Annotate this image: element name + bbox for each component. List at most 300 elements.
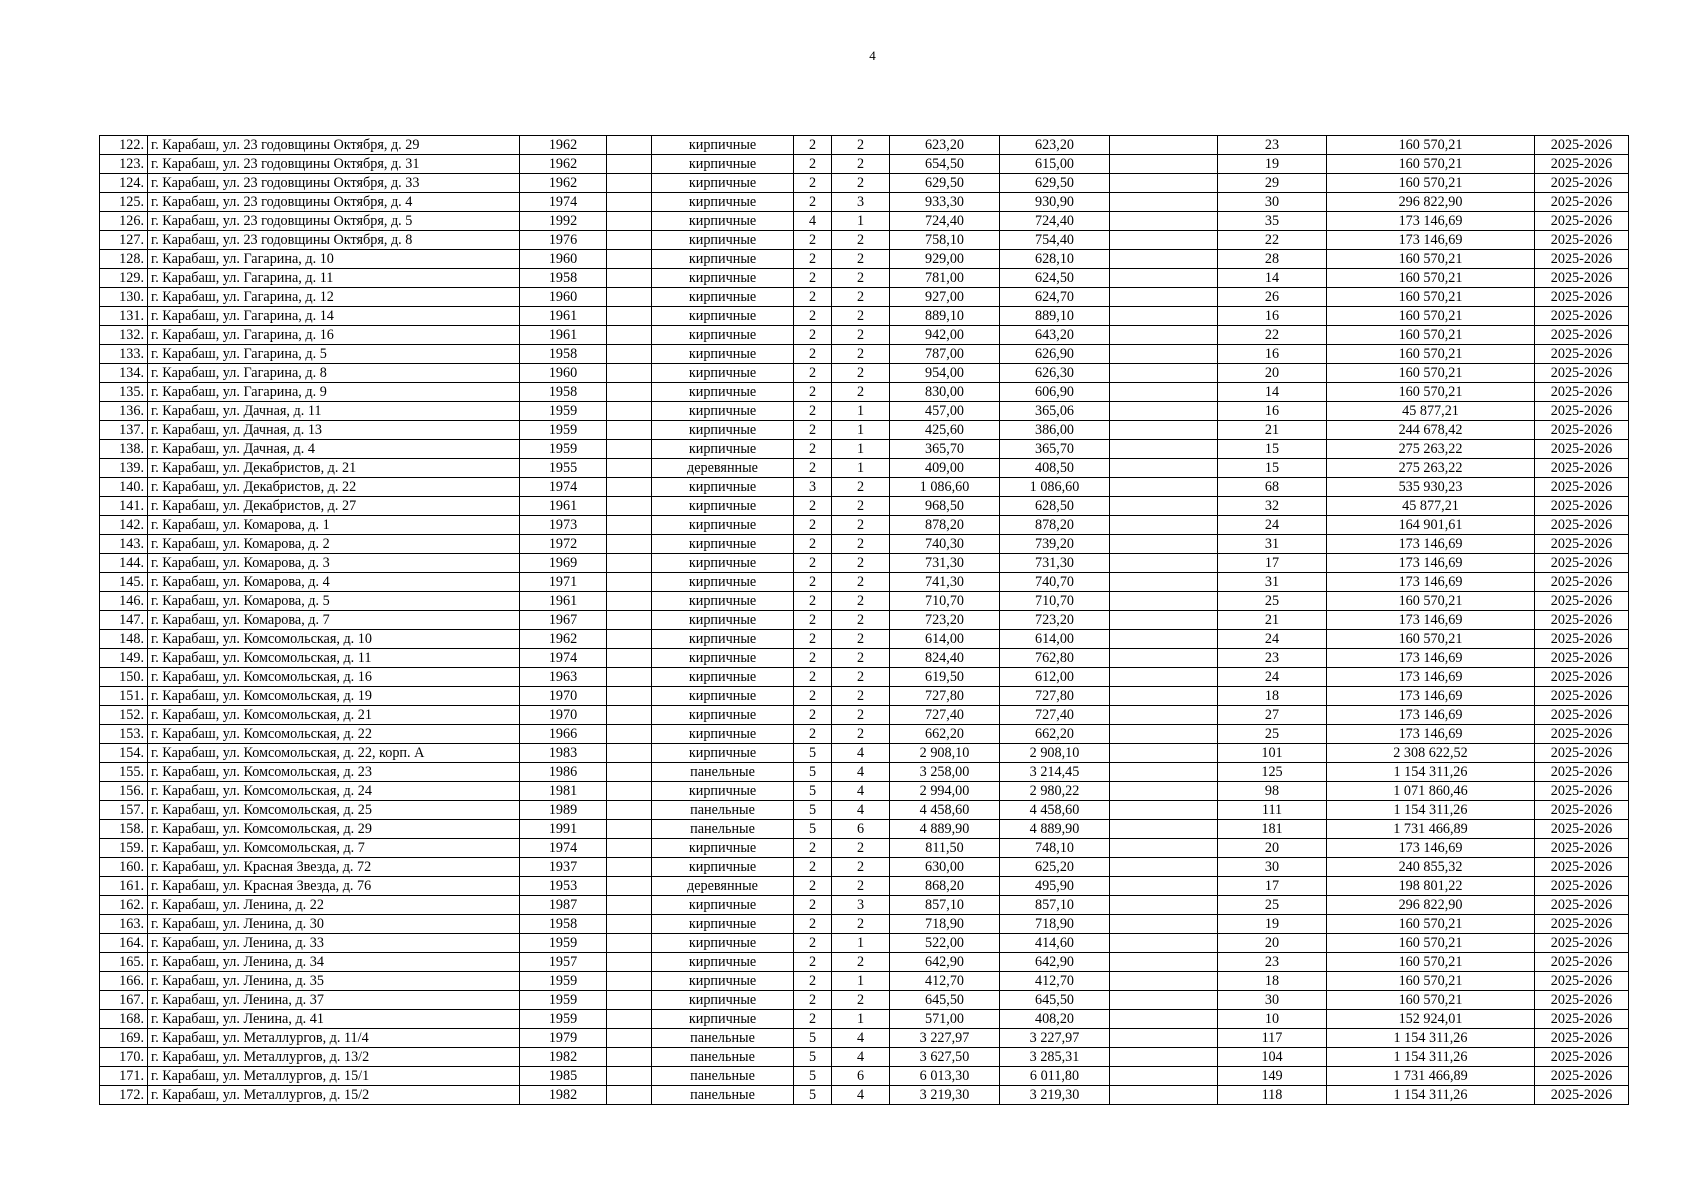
cell-cost: 173 146,69 — [1327, 535, 1535, 554]
cell-living-area: 727,40 — [1000, 706, 1110, 725]
cell-living-area: 624,50 — [1000, 269, 1110, 288]
cell-row-number: 162. — [100, 896, 148, 915]
cell-cost: 160 570,21 — [1327, 155, 1535, 174]
cell-entrances: 2 — [832, 611, 890, 630]
cell-living-area: 2 908,10 — [1000, 744, 1110, 763]
cell-empty-column-2 — [1110, 877, 1218, 896]
cell-repair-period: 2025-2026 — [1535, 174, 1629, 193]
cell-row-number: 146. — [100, 592, 148, 611]
cell-row-number: 155. — [100, 763, 148, 782]
cell-address: г. Карабаш, ул. 23 годовщины Октября, д. 4 — [148, 193, 520, 212]
table-row — [100, 896, 1629, 915]
cell-address: г. Карабаш, ул. Гагарина, д. 5 — [148, 345, 520, 364]
cell-cost: 160 570,21 — [1327, 307, 1535, 326]
cell-repair-period: 2025-2026 — [1535, 725, 1629, 744]
cell-entrances: 2 — [832, 288, 890, 307]
cell-cost: 2 308 622,52 — [1327, 744, 1535, 763]
cell-wall-material: кирпичные — [652, 1010, 794, 1029]
cell-entrances: 2 — [832, 687, 890, 706]
cell-build-year: 1961 — [520, 307, 607, 326]
cell-wall-material: кирпичные — [652, 934, 794, 953]
cell-entrances: 2 — [832, 877, 890, 896]
cell-total-area: 954,00 — [890, 364, 1000, 383]
cell-address: г. Карабаш, ул. Комсомольская, д. 19 — [148, 687, 520, 706]
cell-entrances: 1 — [832, 934, 890, 953]
cell-residents: 32 — [1218, 497, 1327, 516]
table-row — [100, 1048, 1629, 1067]
cell-empty-column-2 — [1110, 136, 1218, 155]
table-row — [100, 934, 1629, 953]
cell-build-year: 1985 — [520, 1067, 607, 1086]
cell-repair-period: 2025-2026 — [1535, 440, 1629, 459]
cell-empty-column — [607, 991, 652, 1010]
cell-floors: 2 — [794, 136, 832, 155]
cell-repair-period: 2025-2026 — [1535, 326, 1629, 345]
cell-floors: 2 — [794, 421, 832, 440]
cell-cost: 160 570,21 — [1327, 630, 1535, 649]
cell-empty-column-2 — [1110, 934, 1218, 953]
cell-repair-period: 2025-2026 — [1535, 687, 1629, 706]
cell-living-area: 723,20 — [1000, 611, 1110, 630]
cell-row-number: 127. — [100, 231, 148, 250]
cell-empty-column — [607, 611, 652, 630]
cell-floors: 2 — [794, 725, 832, 744]
cell-entrances: 2 — [832, 839, 890, 858]
cell-build-year: 1966 — [520, 725, 607, 744]
cell-total-area: 623,20 — [890, 136, 1000, 155]
cell-address: г. Карабаш, ул. Комсомольская, д. 22 — [148, 725, 520, 744]
cell-floors: 5 — [794, 1029, 832, 1048]
cell-build-year: 1959 — [520, 421, 607, 440]
table-row — [100, 193, 1629, 212]
cell-empty-column-2 — [1110, 1010, 1218, 1029]
table-row — [100, 649, 1629, 668]
cell-living-area: 414,60 — [1000, 934, 1110, 953]
cell-cost: 275 263,22 — [1327, 459, 1535, 478]
cell-entrances: 2 — [832, 383, 890, 402]
cell-living-area: 365,06 — [1000, 402, 1110, 421]
cell-total-area: 878,20 — [890, 516, 1000, 535]
cell-build-year: 1992 — [520, 212, 607, 231]
cell-residents: 101 — [1218, 744, 1327, 763]
cell-cost: 296 822,90 — [1327, 193, 1535, 212]
cell-build-year: 1958 — [520, 915, 607, 934]
cell-total-area: 2 908,10 — [890, 744, 1000, 763]
cell-empty-column-2 — [1110, 592, 1218, 611]
cell-empty-column — [607, 250, 652, 269]
cell-wall-material: кирпичные — [652, 269, 794, 288]
cell-floors: 2 — [794, 174, 832, 193]
cell-empty-column — [607, 440, 652, 459]
cell-repair-period: 2025-2026 — [1535, 934, 1629, 953]
cell-total-area: 365,70 — [890, 440, 1000, 459]
cell-total-area: 723,20 — [890, 611, 1000, 630]
table-row — [100, 516, 1629, 535]
cell-entrances: 4 — [832, 801, 890, 820]
cell-floors: 2 — [794, 440, 832, 459]
cell-residents: 98 — [1218, 782, 1327, 801]
cell-repair-period: 2025-2026 — [1535, 554, 1629, 573]
cell-total-area: 889,10 — [890, 307, 1000, 326]
table-row — [100, 839, 1629, 858]
cell-floors: 2 — [794, 307, 832, 326]
cell-total-area: 781,00 — [890, 269, 1000, 288]
cell-address: г. Карабаш, ул. Металлургов, д. 11/4 — [148, 1029, 520, 1048]
cell-empty-column — [607, 592, 652, 611]
cell-floors: 2 — [794, 1010, 832, 1029]
cell-repair-period: 2025-2026 — [1535, 193, 1629, 212]
cell-row-number: 152. — [100, 706, 148, 725]
cell-row-number: 143. — [100, 535, 148, 554]
cell-build-year: 1959 — [520, 991, 607, 1010]
cell-total-area: 3 219,30 — [890, 1086, 1000, 1105]
cell-empty-column — [607, 820, 652, 839]
cell-wall-material: кирпичные — [652, 364, 794, 383]
cell-living-area: 724,40 — [1000, 212, 1110, 231]
cell-build-year: 1959 — [520, 934, 607, 953]
table-row — [100, 858, 1629, 877]
cell-empty-column-2 — [1110, 174, 1218, 193]
cell-entrances: 2 — [832, 991, 890, 1010]
cell-entrances: 4 — [832, 1048, 890, 1067]
table-row — [100, 687, 1629, 706]
cell-build-year: 1959 — [520, 402, 607, 421]
cell-wall-material: кирпичные — [652, 915, 794, 934]
cell-residents: 30 — [1218, 193, 1327, 212]
cell-empty-column — [607, 326, 652, 345]
cell-floors: 2 — [794, 231, 832, 250]
cell-empty-column-2 — [1110, 1086, 1218, 1105]
cell-total-area: 412,70 — [890, 972, 1000, 991]
cell-build-year: 1976 — [520, 231, 607, 250]
cell-floors: 2 — [794, 364, 832, 383]
cell-cost: 198 801,22 — [1327, 877, 1535, 896]
cell-empty-column — [607, 782, 652, 801]
cell-total-area: 457,00 — [890, 402, 1000, 421]
cell-entrances: 2 — [832, 231, 890, 250]
cell-empty-column-2 — [1110, 1067, 1218, 1086]
cell-address: г. Карабаш, ул. Красная Звезда, д. 76 — [148, 877, 520, 896]
cell-row-number: 170. — [100, 1048, 148, 1067]
cell-empty-column — [607, 573, 652, 592]
cell-empty-column — [607, 630, 652, 649]
cell-residents: 20 — [1218, 364, 1327, 383]
cell-floors: 4 — [794, 212, 832, 231]
cell-repair-period: 2025-2026 — [1535, 535, 1629, 554]
cell-address: г. Карабаш, ул. Комарова, д. 7 — [148, 611, 520, 630]
cell-living-area: 3 227,97 — [1000, 1029, 1110, 1048]
cell-cost: 173 146,69 — [1327, 668, 1535, 687]
cell-address: г. Карабаш, ул. Ленина, д. 41 — [148, 1010, 520, 1029]
cell-residents: 17 — [1218, 554, 1327, 573]
cell-repair-period: 2025-2026 — [1535, 459, 1629, 478]
cell-residents: 28 — [1218, 250, 1327, 269]
cell-build-year: 1959 — [520, 440, 607, 459]
cell-living-area: 3 219,30 — [1000, 1086, 1110, 1105]
cell-row-number: 125. — [100, 193, 148, 212]
cell-entrances: 1 — [832, 212, 890, 231]
cell-wall-material: кирпичные — [652, 782, 794, 801]
cell-entrances: 1 — [832, 421, 890, 440]
cell-living-area: 495,90 — [1000, 877, 1110, 896]
cell-address: г. Карабаш, ул. Комсомольская, д. 11 — [148, 649, 520, 668]
cell-empty-column-2 — [1110, 269, 1218, 288]
cell-entrances: 2 — [832, 554, 890, 573]
cell-total-area: 3 227,97 — [890, 1029, 1000, 1048]
cell-living-area: 628,50 — [1000, 497, 1110, 516]
table-row — [100, 744, 1629, 763]
cell-empty-column-2 — [1110, 288, 1218, 307]
cell-floors: 2 — [794, 155, 832, 174]
cell-total-area: 724,40 — [890, 212, 1000, 231]
cell-address: г. Карабаш, ул. Комсомольская, д. 22, корп. А — [148, 744, 520, 763]
cell-residents: 16 — [1218, 307, 1327, 326]
cell-empty-column — [607, 1010, 652, 1029]
cell-row-number: 163. — [100, 915, 148, 934]
cell-row-number: 168. — [100, 1010, 148, 1029]
cell-build-year: 1970 — [520, 706, 607, 725]
cell-total-area: 522,00 — [890, 934, 1000, 953]
housing-registry-table — [99, 135, 1629, 1105]
cell-wall-material: кирпичные — [652, 896, 794, 915]
cell-empty-column — [607, 649, 652, 668]
table-row — [100, 155, 1629, 174]
cell-empty-column — [607, 231, 652, 250]
cell-row-number: 161. — [100, 877, 148, 896]
cell-total-area: 727,40 — [890, 706, 1000, 725]
cell-repair-period: 2025-2026 — [1535, 649, 1629, 668]
cell-total-area: 4 458,60 — [890, 801, 1000, 820]
cell-build-year: 1973 — [520, 516, 607, 535]
table-body — [100, 136, 1629, 1105]
cell-total-area: 654,50 — [890, 155, 1000, 174]
cell-empty-column — [607, 763, 652, 782]
cell-address: г. Карабаш, ул. 23 годовщины Октября, д. 31 — [148, 155, 520, 174]
cell-build-year: 1989 — [520, 801, 607, 820]
cell-living-area: 754,40 — [1000, 231, 1110, 250]
cell-build-year: 1987 — [520, 896, 607, 915]
cell-row-number: 132. — [100, 326, 148, 345]
cell-row-number: 137. — [100, 421, 148, 440]
cell-address: г. Карабаш, ул. Металлургов, д. 15/1 — [148, 1067, 520, 1086]
cell-empty-column-2 — [1110, 687, 1218, 706]
cell-row-number: 159. — [100, 839, 148, 858]
cell-residents: 24 — [1218, 630, 1327, 649]
cell-residents: 19 — [1218, 915, 1327, 934]
cell-total-area: 830,00 — [890, 383, 1000, 402]
cell-build-year: 1963 — [520, 668, 607, 687]
cell-row-number: 135. — [100, 383, 148, 402]
cell-repair-period: 2025-2026 — [1535, 991, 1629, 1010]
cell-row-number: 123. — [100, 155, 148, 174]
cell-cost: 160 570,21 — [1327, 136, 1535, 155]
cell-entrances: 4 — [832, 782, 890, 801]
cell-living-area: 3 214,45 — [1000, 763, 1110, 782]
cell-build-year: 1982 — [520, 1048, 607, 1067]
cell-cost: 173 146,69 — [1327, 212, 1535, 231]
cell-address: г. Карабаш, ул. Комарова, д. 3 — [148, 554, 520, 573]
cell-repair-period: 2025-2026 — [1535, 497, 1629, 516]
cell-build-year: 1959 — [520, 1010, 607, 1029]
cell-residents: 25 — [1218, 592, 1327, 611]
table-row — [100, 364, 1629, 383]
cell-row-number: 160. — [100, 858, 148, 877]
table-row — [100, 497, 1629, 516]
cell-empty-column — [607, 1029, 652, 1048]
cell-total-area: 629,50 — [890, 174, 1000, 193]
table-row — [100, 972, 1629, 991]
cell-row-number: 147. — [100, 611, 148, 630]
cell-wall-material: кирпичные — [652, 592, 794, 611]
cell-wall-material: кирпичные — [652, 231, 794, 250]
cell-row-number: 133. — [100, 345, 148, 364]
cell-residents: 31 — [1218, 535, 1327, 554]
cell-floors: 2 — [794, 269, 832, 288]
cell-cost: 1 154 311,26 — [1327, 1086, 1535, 1105]
cell-empty-column-2 — [1110, 630, 1218, 649]
table-row — [100, 1086, 1629, 1105]
cell-address: г. Карабаш, ул. Ленина, д. 37 — [148, 991, 520, 1010]
cell-entrances: 2 — [832, 307, 890, 326]
cell-empty-column-2 — [1110, 402, 1218, 421]
cell-wall-material: кирпичные — [652, 744, 794, 763]
cell-build-year: 1981 — [520, 782, 607, 801]
cell-address: г. Карабаш, ул. Декабристов, д. 27 — [148, 497, 520, 516]
cell-entrances: 4 — [832, 763, 890, 782]
cell-address: г. Карабаш, ул. Комсомольская, д. 23 — [148, 763, 520, 782]
cell-build-year: 1962 — [520, 155, 607, 174]
table-row — [100, 877, 1629, 896]
cell-empty-column-2 — [1110, 820, 1218, 839]
cell-entrances: 2 — [832, 345, 890, 364]
cell-floors: 2 — [794, 877, 832, 896]
table-row — [100, 630, 1629, 649]
cell-empty-column — [607, 706, 652, 725]
cell-repair-period: 2025-2026 — [1535, 592, 1629, 611]
cell-row-number: 169. — [100, 1029, 148, 1048]
cell-floors: 2 — [794, 991, 832, 1010]
cell-cost: 240 855,32 — [1327, 858, 1535, 877]
cell-total-area: 571,00 — [890, 1010, 1000, 1029]
cell-total-area: 787,00 — [890, 345, 1000, 364]
cell-empty-column — [607, 896, 652, 915]
cell-row-number: 166. — [100, 972, 148, 991]
cell-repair-period: 2025-2026 — [1535, 250, 1629, 269]
cell-repair-period: 2025-2026 — [1535, 896, 1629, 915]
cell-repair-period: 2025-2026 — [1535, 782, 1629, 801]
cell-floors: 5 — [794, 1086, 832, 1105]
cell-address: г. Карабаш, ул. Комсомольская, д. 16 — [148, 668, 520, 687]
cell-repair-period: 2025-2026 — [1535, 288, 1629, 307]
cell-living-area: 4 458,60 — [1000, 801, 1110, 820]
cell-residents: 15 — [1218, 459, 1327, 478]
cell-total-area: 4 889,90 — [890, 820, 1000, 839]
table-row — [100, 611, 1629, 630]
cell-cost: 160 570,21 — [1327, 250, 1535, 269]
cell-wall-material: кирпичные — [652, 307, 794, 326]
cell-empty-column-2 — [1110, 516, 1218, 535]
cell-residents: 23 — [1218, 649, 1327, 668]
cell-wall-material: кирпичные — [652, 516, 794, 535]
cell-total-area: 1 086,60 — [890, 478, 1000, 497]
cell-floors: 2 — [794, 193, 832, 212]
cell-cost: 160 570,21 — [1327, 326, 1535, 345]
cell-wall-material: кирпичные — [652, 212, 794, 231]
cell-repair-period: 2025-2026 — [1535, 212, 1629, 231]
cell-build-year: 1937 — [520, 858, 607, 877]
table-row — [100, 136, 1629, 155]
cell-total-area: 3 627,50 — [890, 1048, 1000, 1067]
cell-empty-column-2 — [1110, 554, 1218, 573]
cell-cost: 173 146,69 — [1327, 231, 1535, 250]
cell-repair-period: 2025-2026 — [1535, 744, 1629, 763]
cell-address: г. Карабаш, ул. Дачная, д. 13 — [148, 421, 520, 440]
cell-empty-column — [607, 877, 652, 896]
cell-residents: 23 — [1218, 953, 1327, 972]
table-row — [100, 573, 1629, 592]
table-row — [100, 326, 1629, 345]
cell-entrances: 1 — [832, 1010, 890, 1029]
cell-empty-column-2 — [1110, 725, 1218, 744]
cell-repair-period: 2025-2026 — [1535, 364, 1629, 383]
cell-wall-material: кирпичные — [652, 478, 794, 497]
cell-living-area: 662,20 — [1000, 725, 1110, 744]
cell-living-area: 615,00 — [1000, 155, 1110, 174]
cell-cost: 173 146,69 — [1327, 611, 1535, 630]
cell-address: г. Карабаш, ул. Ленина, д. 30 — [148, 915, 520, 934]
cell-cost: 1 154 311,26 — [1327, 1029, 1535, 1048]
cell-floors: 5 — [794, 801, 832, 820]
cell-empty-column-2 — [1110, 459, 1218, 478]
cell-build-year: 1970 — [520, 687, 607, 706]
cell-residents: 26 — [1218, 288, 1327, 307]
cell-wall-material: кирпичные — [652, 839, 794, 858]
cell-floors: 2 — [794, 326, 832, 345]
cell-empty-column — [607, 516, 652, 535]
cell-entrances: 2 — [832, 953, 890, 972]
cell-repair-period: 2025-2026 — [1535, 231, 1629, 250]
cell-build-year: 1955 — [520, 459, 607, 478]
cell-residents: 18 — [1218, 687, 1327, 706]
cell-empty-column — [607, 1067, 652, 1086]
cell-living-area: 731,30 — [1000, 554, 1110, 573]
cell-cost: 160 570,21 — [1327, 934, 1535, 953]
cell-entrances: 4 — [832, 744, 890, 763]
cell-floors: 2 — [794, 345, 832, 364]
cell-living-area: 642,90 — [1000, 953, 1110, 972]
cell-cost: 160 570,21 — [1327, 953, 1535, 972]
cell-row-number: 154. — [100, 744, 148, 763]
cell-cost: 160 570,21 — [1327, 383, 1535, 402]
cell-row-number: 130. — [100, 288, 148, 307]
cell-address: г. Карабаш, ул. 23 годовщины Октября, д. 29 — [148, 136, 520, 155]
cell-empty-column-2 — [1110, 1048, 1218, 1067]
cell-empty-column-2 — [1110, 839, 1218, 858]
cell-wall-material: панельные — [652, 1029, 794, 1048]
cell-repair-period: 2025-2026 — [1535, 706, 1629, 725]
cell-repair-period: 2025-2026 — [1535, 573, 1629, 592]
table-row — [100, 345, 1629, 364]
cell-entrances: 2 — [832, 668, 890, 687]
cell-floors: 2 — [794, 915, 832, 934]
cell-total-area: 929,00 — [890, 250, 1000, 269]
table-row — [100, 440, 1629, 459]
cell-living-area: 645,50 — [1000, 991, 1110, 1010]
cell-row-number: 142. — [100, 516, 148, 535]
cell-empty-column-2 — [1110, 155, 1218, 174]
cell-cost: 1 071 860,46 — [1327, 782, 1535, 801]
cell-residents: 17 — [1218, 877, 1327, 896]
